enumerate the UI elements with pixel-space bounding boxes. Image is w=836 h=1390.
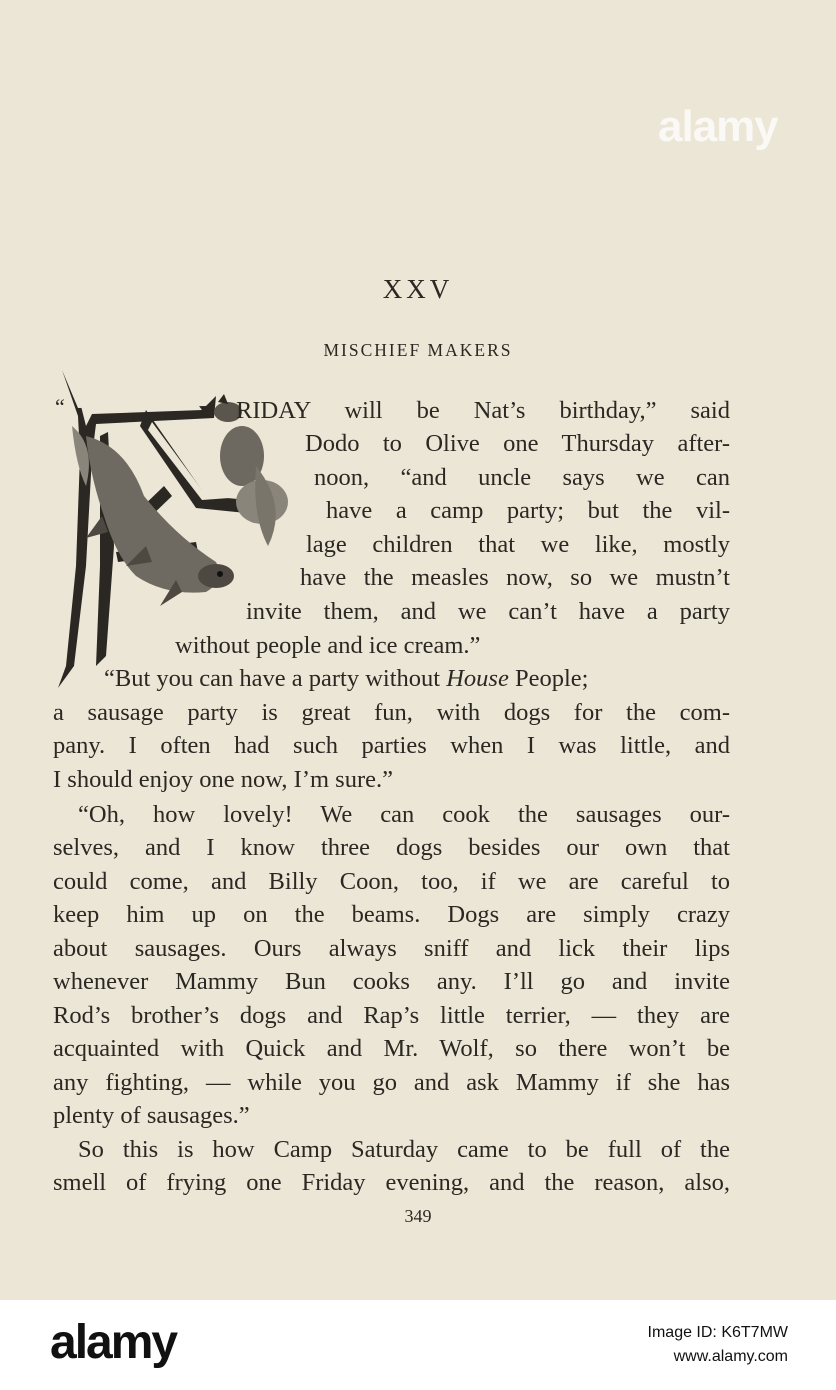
text-segment: “But you can have a party without — [104, 665, 441, 692]
text-line: a sausage party is great fun, with dogs for the com- — [53, 699, 730, 726]
text-line: invite them, and we can’t have a party — [246, 598, 730, 625]
text-line: “Oh, how lovely! We can cook the sausages our- — [78, 801, 730, 828]
opening-quote-mark: “ — [55, 394, 65, 419]
text-line: noon, “and uncle says we can — [314, 464, 730, 491]
alamy-logo: alamy — [50, 1316, 177, 1369]
chapter-title: MISCHIEF MAKERS — [323, 340, 513, 360]
text-line — [104, 662, 588, 695]
text-line: could come, and Billy Coon, too, if we are careful to — [53, 868, 730, 895]
text-line: lage children that we like, mostly — [306, 531, 730, 558]
image-id-label: Image ID: K6T7MW — [647, 1324, 788, 1341]
text-line: I should enjoy one now, I’m sure.” — [53, 766, 393, 793]
text-line: pany. I often had such parties when I was little, and — [53, 732, 730, 759]
text-line: any fighting, — while you go and ask Mammy if she has — [53, 1069, 730, 1096]
site-url-label: www.alamy.com — [673, 1348, 788, 1365]
text-line: Rod’s brother’s dogs and Rap’s little terrier, — they are — [53, 1002, 730, 1029]
chapter-number: XXV — [382, 274, 454, 304]
page-number: 349 — [404, 1206, 432, 1226]
watermark-logo: alamy — [658, 102, 778, 151]
text-line: have the measles now, so we mustn’t — [300, 564, 730, 591]
text-line: acquainted with Quick and Mr. Wolf, so there won’t be — [53, 1035, 730, 1062]
text-line: smell of frying one Friday evening, and the reason, also, — [53, 1169, 730, 1196]
text-line: about sausages. Ours always sniff and lick their lips — [53, 935, 730, 962]
text-line: without people and ice cream.” — [175, 632, 481, 659]
text-line: keep him up on the beams. Dogs are simply crazy — [53, 901, 730, 928]
text-line: So this is how Camp Saturday came to be full of the — [78, 1136, 730, 1163]
text-line: Dodo to Olive one Thursday after- — [305, 430, 730, 457]
text-line: have a camp party; but the vil- — [326, 497, 730, 524]
text-line: RIDAY will be Nat’s birthday,” said — [236, 397, 730, 424]
text-segment: People; — [514, 665, 589, 692]
text-line: selves, and I know three dogs besides our own that — [53, 834, 730, 861]
text-line: plenty of sausages.” — [53, 1102, 250, 1129]
italic-word: House — [446, 665, 509, 692]
text-line: whenever Mammy Bun cooks any. I’ll go and invite — [53, 968, 730, 995]
